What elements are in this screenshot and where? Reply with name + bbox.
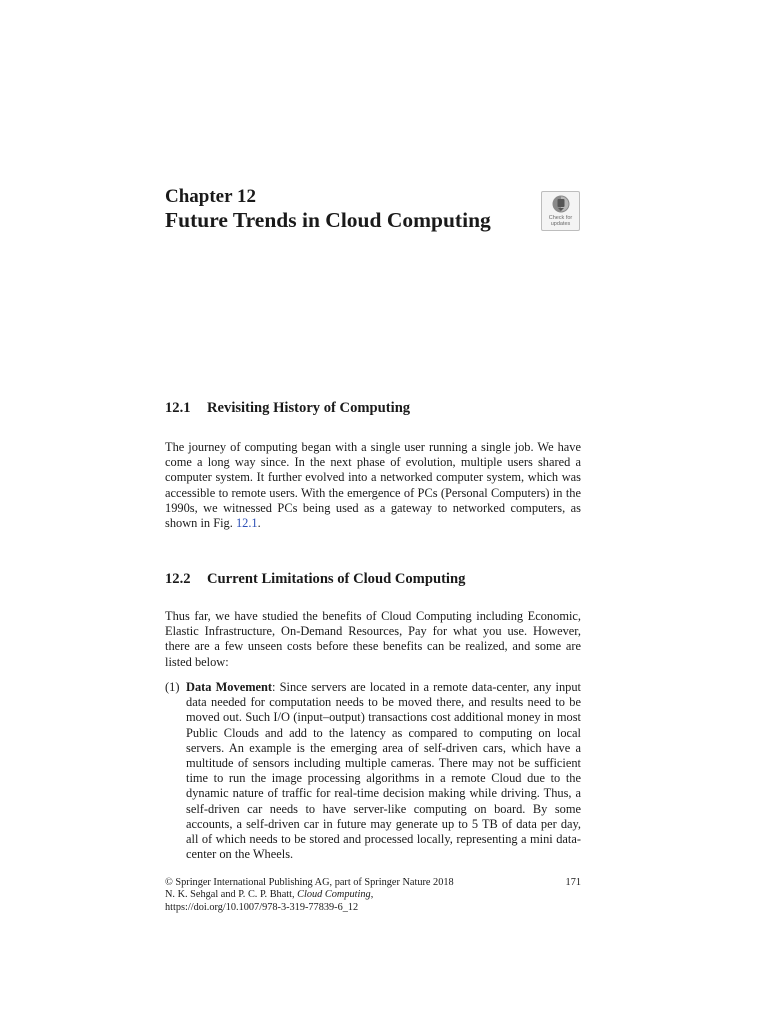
chapter-label: Chapter 12 bbox=[165, 186, 256, 207]
doi-link[interactable]: https://doi.org/10.1007/978-3-319-77839-6_12 bbox=[165, 901, 359, 913]
section-heading-12-2 bbox=[165, 571, 465, 588]
paragraph-text: The journey of computing began with a single user running a single job. We have come a long way since. In the next phase of evolution, multiple users shared a computer system. It further evolved into a networked computer system, which was accessible to remote users. With the emergence of PCs (Personal Computers) in the 1990s, we witnessed PCs being used as a gateway to networked computers, as shown in Fig. bbox=[165, 440, 581, 531]
citation-authors: N. K. Sehgal and P. C. P. Bhatt, bbox=[165, 889, 295, 901]
badge-label bbox=[542, 215, 579, 227]
paragraph-end: . bbox=[257, 516, 261, 531]
page-footer bbox=[165, 877, 581, 914]
citation-book-title: Cloud Computing bbox=[297, 889, 371, 901]
list-item-text: : Since servers are located in a remote data-center, any input data needed for computation needs to be moved there, and results need to be moved out. Such I/O (input–output) transactions cost additional money in most Public Clouds and add to the latency as compared to computing on local servers. An example is the emerging area of self-driven cars, which have a multitude of sensors including multiple cameras. There may not be sufficient time to run the image processing algorithms in a remote Cloud due to the dynamic nature of traffic for real-time decision making while driving. Thus, a self-driven car needs to have server-like computing on board. By some accounts, a self-driven car in future may generate up to 5 TB of data per day, all of which needs to be stored and processed locally, representing a mini data-center on the Wheels. bbox=[186, 680, 581, 862]
section-heading-12-1 bbox=[165, 400, 410, 417]
page-number: 171 bbox=[565, 877, 581, 888]
check-for-updates-button[interactable] bbox=[541, 191, 580, 231]
badge-line-2: updates bbox=[550, 221, 571, 227]
figure-reference-link[interactable]: 12.1 bbox=[235, 516, 258, 531]
badge-line-1: Check for bbox=[548, 215, 573, 221]
section-12-1-paragraph bbox=[165, 440, 581, 531]
citation-authors-end: , bbox=[370, 889, 374, 901]
list-item-body bbox=[186, 680, 581, 862]
section-number: 12.1 bbox=[165, 400, 191, 416]
section-12-2-paragraph: Thus far, we have studied the benefits of Cloud Computing including Economic, Elastic Infrastructure, On-Demand Resources, Pay for what you use. However, there are a few unseen costs before these benefits can be realized, and some are listed below: bbox=[165, 609, 581, 669]
section-title: Current Limitations of Cloud Computing bbox=[207, 571, 466, 587]
check-for-updates-icon bbox=[551, 195, 571, 214]
list-marker: (1) bbox=[165, 680, 180, 694]
list-item bbox=[165, 680, 581, 862]
citation-line bbox=[165, 889, 581, 901]
chapter-title: Future Trends in Cloud Computing bbox=[165, 208, 491, 232]
list-item-term: Data Movement bbox=[186, 680, 273, 694]
section-number: 12.2 bbox=[165, 571, 191, 587]
section-title: Revisiting History of Computing bbox=[207, 400, 411, 416]
copyright-line: © Springer International Publishing AG, part of Springer Nature 2018 bbox=[165, 877, 454, 888]
